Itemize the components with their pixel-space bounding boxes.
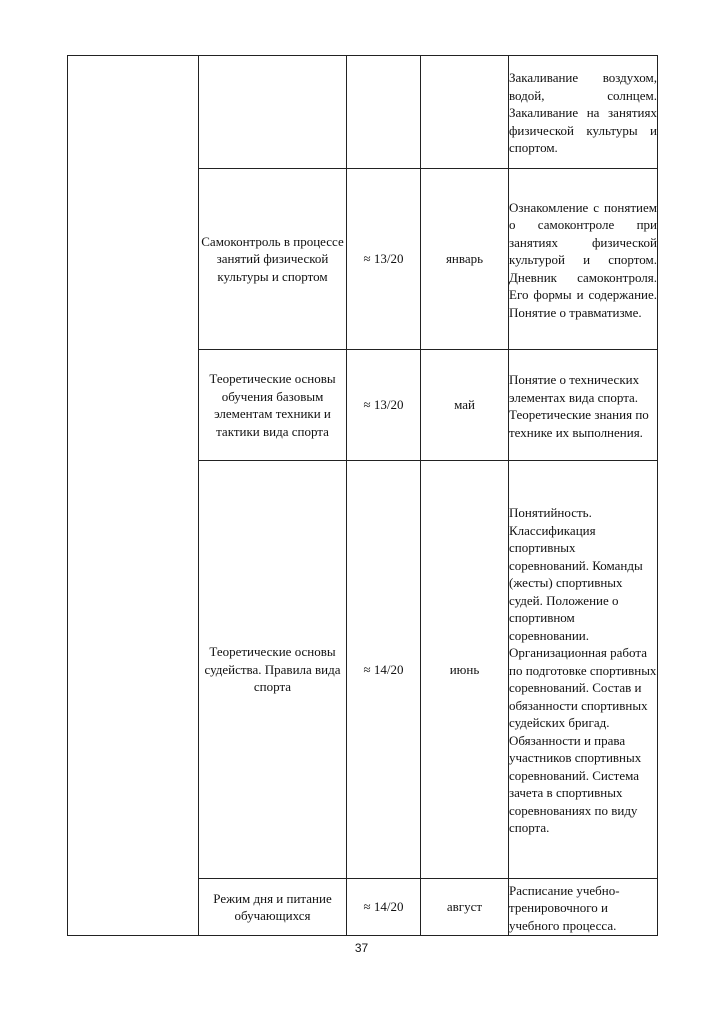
hours-cell <box>347 350 421 461</box>
topic-text: Самоконтроль в процессе занятий физической культуры и спортом <box>201 233 344 284</box>
content-cell <box>509 879 658 936</box>
hours-text: ≈ 13/20 <box>363 397 404 413</box>
hours-cell <box>347 461 421 879</box>
month-text: январь <box>445 251 484 267</box>
month-text: август <box>446 899 483 915</box>
content-cell <box>509 461 658 879</box>
topic-text: Режим дня и питание обучающихся <box>213 890 332 923</box>
content-cell <box>509 169 658 350</box>
hours-cell <box>347 169 421 350</box>
content-text: Ознакомление с понятием о самоконтроле при занятиях физической культурой и спортом. Дневник самоконтроля. Его формы и содержание. Понятие о травматизме. <box>509 199 657 320</box>
content-text: Понятие о технических элементах вида спорта. Теоретические знания по технике их выполнения. <box>509 372 649 440</box>
table-row <box>68 56 658 169</box>
topic-text: Теоретические основы судейства. Правила вида спорта <box>204 644 341 695</box>
hours-cell <box>347 56 421 169</box>
month-text: июнь <box>449 661 480 677</box>
topic-text: Теоретические основы обучения базовым элементам техники и тактики вида спорта <box>209 371 336 439</box>
month-cell <box>421 879 509 936</box>
content-text: Расписание учебно-тренировочного и учебного процесса. <box>509 882 620 933</box>
program-table <box>67 55 658 936</box>
month-cell <box>421 169 509 350</box>
topic-cell <box>199 56 347 169</box>
content-text: Закаливание воздухом, водой, солнцем. Закаливание на занятиях физической культуры и спортом. <box>509 70 657 156</box>
topic-cell <box>199 169 347 350</box>
page-number: 37 <box>354 941 369 955</box>
month-text: май <box>454 397 475 413</box>
topic-cell <box>199 879 347 936</box>
topic-cell <box>199 461 347 879</box>
merged-blank-cell <box>68 56 199 936</box>
content-text: Понятийность. Классификация спортивных соревнований. Команды (жесты) спортивных судей. Положение о спортивном соревновании. Организационная работа по подготовке спортивных соревнований. Состав и обязанности спортивных судейских бригад. Обязанности и права участников спортивных соревнований. Система зачета в спортивных соревнованиях по виду спорта. <box>509 505 657 836</box>
hours-text: ≈ 13/20 <box>363 251 404 267</box>
hours-text: ≈ 14/20 <box>363 899 404 915</box>
month-cell <box>421 350 509 461</box>
hours-text: ≈ 14/20 <box>363 661 404 677</box>
month-cell <box>421 461 509 879</box>
topic-cell <box>199 350 347 461</box>
month-cell <box>421 56 509 169</box>
content-cell <box>509 350 658 461</box>
hours-cell <box>347 879 421 936</box>
content-cell <box>509 56 658 169</box>
